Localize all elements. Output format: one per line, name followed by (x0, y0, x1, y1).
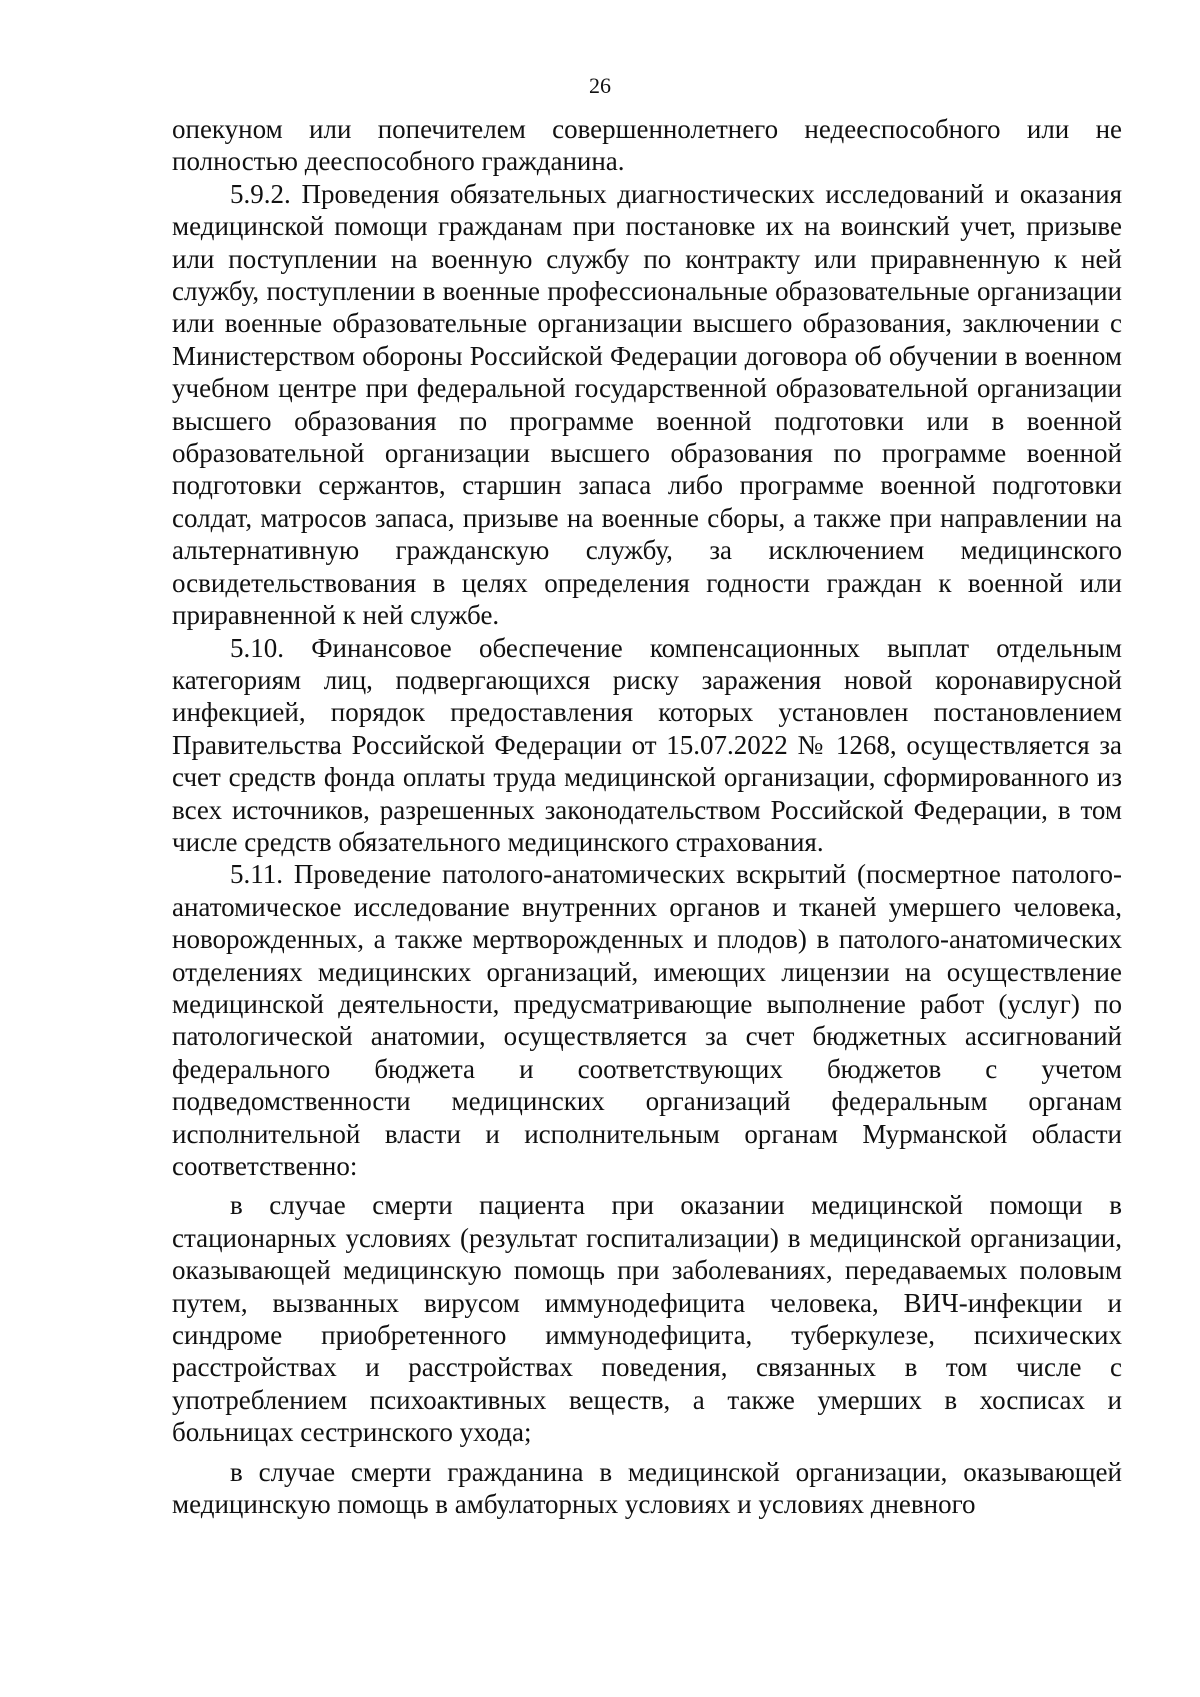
paragraph-continuation: опекуном или попечителем совершеннолетнего недееспособного или не полностью дееспособного гражданина. (172, 114, 1122, 177)
paragraph-inpatient-death: в случае смерти пациента при оказании медицинской помощи в стационарных условиях (результат госпитализации) в медицинской организации, оказывающей медицинскую помощь при заболеваниях, передаваемых половым путем, вызванных вирусом иммунодефицита человека, ВИЧ-инфекции и синдроме приобретенного иммунодефицита, туберкулезе, психических расстройствах и расстройствах поведения, связанных в том числе с употреблением психоактивных веществ, а также умерших в хосписах и больницах сестринского ухода; (172, 1190, 1122, 1448)
paragraph-5-9-2: 5.9.2. Проведения обязательных диагностических исследований и оказания медицинской помощи гражданам при постановке их на воинский учет, призыве или поступлении на военную службу по контракту или приравненную к ней службу, поступлении в военные профессиональные образовательные организации или военные образовательные организации высшего образования, заключении с Министерством обороны Российской Федерации договора об обучении в военном учебном центре при федеральной государственной образовательной организации высшего образования по программе военной подготовки или в военной образовательной организации высшего образования по программе военной подготовки сержантов, старшин запаса либо программе военной подготовки солдат, матросов запаса, призыве на военные сборы, а также при направлении на альтернативную гражданскую службу, за исключением медицинского освидетельствования в целях определения годности граждан к военной или приравненной к ней службе. (172, 178, 1122, 631)
page-number: 26 (589, 73, 611, 98)
paragraph-5-11: 5.11. Проведение патолого-анатомических вскрытий (посмертное патолого-анатомическое исследование внутренних органов и тканей умершего человека, новорожденных, а также мертворожденных и плодов) в патолого-анатомических отделениях медицинских организаций, имеющих лицензии на осуществление медицинской деятельности, предусматривающие выполнение работ (услуг) по патологической анатомии, осуществляется за счет бюджетных ассигнований федерального бюджета и соответствующих бюджетов с учетом подведомственности медицинских организаций федеральным органам исполнительной власти и исполнительным органам Мурманской области соответственно: (172, 859, 1122, 1181)
paragraph-5-10: 5.10. Финансовое обеспечение компенсационных выплат отдельным категориям лиц, подвергающихся риску заражения новой коронавирусной инфекцией, порядок предоставления которых установлен постановлением Правительства Российской Федерации от 15.07.2022 № 1268, осуществляется за счет средств фонда оплаты труда медицинской организации, сформированного из всех источников, разрешенных законодательством Российской Федерации, в том числе средств обязательного медицинского страхования. (172, 632, 1122, 857)
document-body (172, 113, 1122, 1520)
paragraph-outpatient-death: в случае смерти гражданина в медицинской организации, оказывающей медицинскую помощь в амбулаторных условиях и условиях дневного (172, 1456, 1122, 1520)
